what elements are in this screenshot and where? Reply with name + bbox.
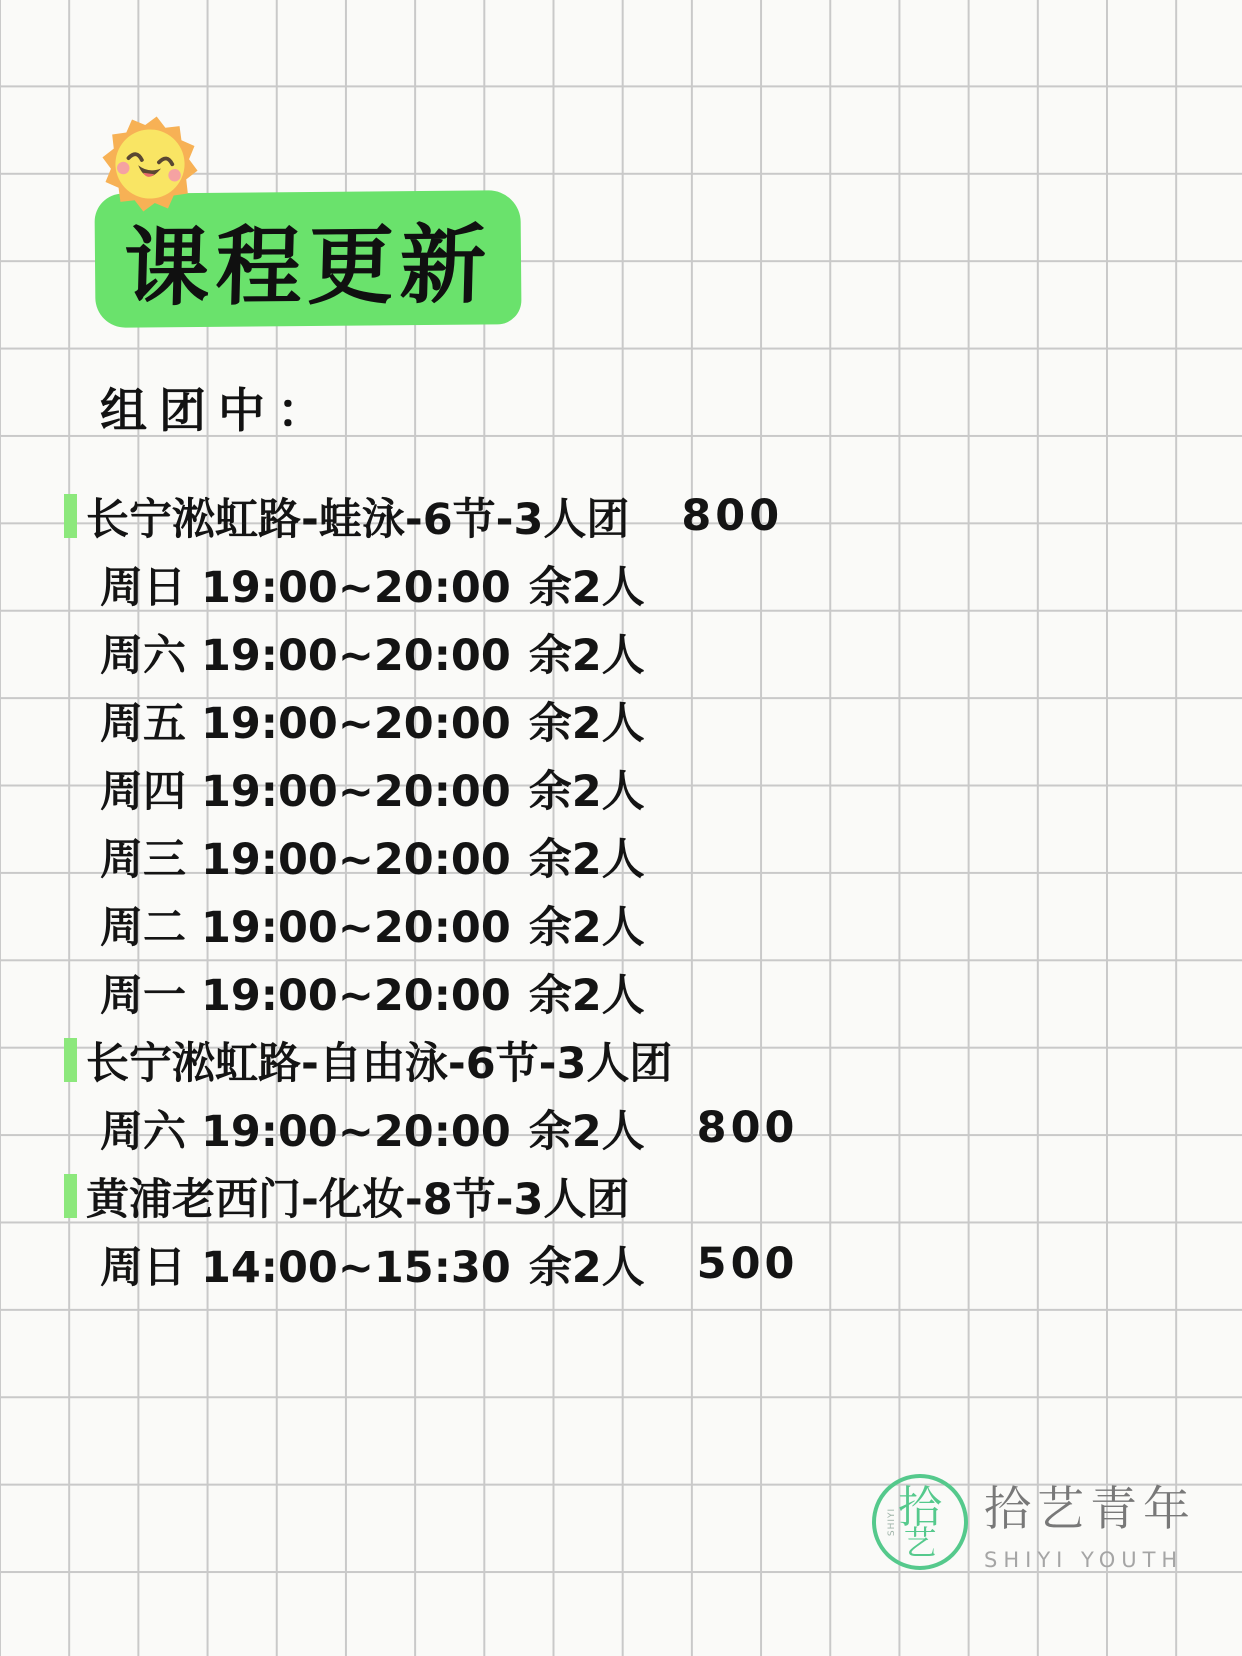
slot-day-time: 周日 19:00~20:00 (100, 562, 511, 613)
slot-remaining: 余2人 (528, 1106, 645, 1157)
shiyi-youth-logo (872, 1472, 1196, 1572)
brand-name-en: SHIYI YOUTH (984, 1548, 1184, 1572)
section-heading: 组团中： (100, 384, 336, 439)
course-name: 黄浦老西门-化妆-8节-3人团 (86, 1174, 630, 1225)
slot-day-time: 周六 19:00~20:00 (100, 1106, 511, 1157)
course-price: 500 (696, 1239, 799, 1289)
slot-day-time: 周三 19:00~20:00 (100, 834, 511, 885)
slot-day-time: 周六 19:00~20:00 (100, 630, 511, 681)
logo-emblem-char-top: 拾 (898, 1482, 942, 1533)
logo-emblem-char-bottom: 艺 (903, 1523, 937, 1562)
slot-remaining: 余2人 (528, 902, 645, 953)
course-slot-row (64, 754, 1164, 822)
course-list (64, 482, 1164, 1298)
slot-remaining: 余2人 (528, 562, 645, 613)
slot-day-time: 周四 19:00~20:00 (100, 766, 511, 817)
green-bullet-icon (64, 494, 77, 538)
course-title-row (64, 1026, 1164, 1094)
course-slot-row (64, 890, 1164, 958)
slot-remaining: 余2人 (528, 834, 645, 885)
logo-emblem-side-text: SHIYI (887, 1507, 898, 1537)
course-name: 长宁淞虹路-自由泳-6节-3人团 (86, 1038, 673, 1089)
green-bullet-icon (64, 1174, 77, 1218)
slot-remaining: 余2人 (528, 970, 645, 1021)
slot-day-time: 周二 19:00~20:00 (100, 902, 511, 953)
course-slot-row (64, 618, 1164, 686)
page-title: 课程更新 (122, 215, 494, 319)
course-slot-row (64, 958, 1164, 1026)
logo-emblem-icon (872, 1474, 968, 1570)
slot-day-time: 周日 14:00~15:30 (100, 1242, 511, 1293)
logo-text-block (984, 1472, 1196, 1572)
course-slot-row (64, 822, 1164, 890)
course-slot-row (64, 550, 1164, 618)
slot-remaining: 余2人 (528, 698, 645, 749)
slot-day-time: 周一 19:00~20:00 (100, 970, 511, 1021)
slot-remaining: 余2人 (528, 630, 645, 681)
sun-icon (96, 110, 204, 218)
course-price: 800 (696, 1103, 799, 1153)
course-title-row (64, 1162, 1164, 1230)
course-title-row (64, 482, 1164, 550)
slot-remaining: 余2人 (528, 766, 645, 817)
course-slot-row (64, 686, 1164, 754)
course-price: 800 (681, 491, 784, 541)
course-name: 长宁淞虹路-蛙泳-6节-3人团 (86, 494, 630, 545)
slot-day-time: 周五 19:00~20:00 (100, 698, 511, 749)
brand-name-cn: 拾艺青年 (984, 1482, 1196, 1537)
green-bullet-icon (64, 1038, 77, 1082)
slot-remaining: 余2人 (528, 1242, 645, 1293)
course-slot-row (64, 1094, 1164, 1162)
course-slot-row (64, 1230, 1164, 1298)
